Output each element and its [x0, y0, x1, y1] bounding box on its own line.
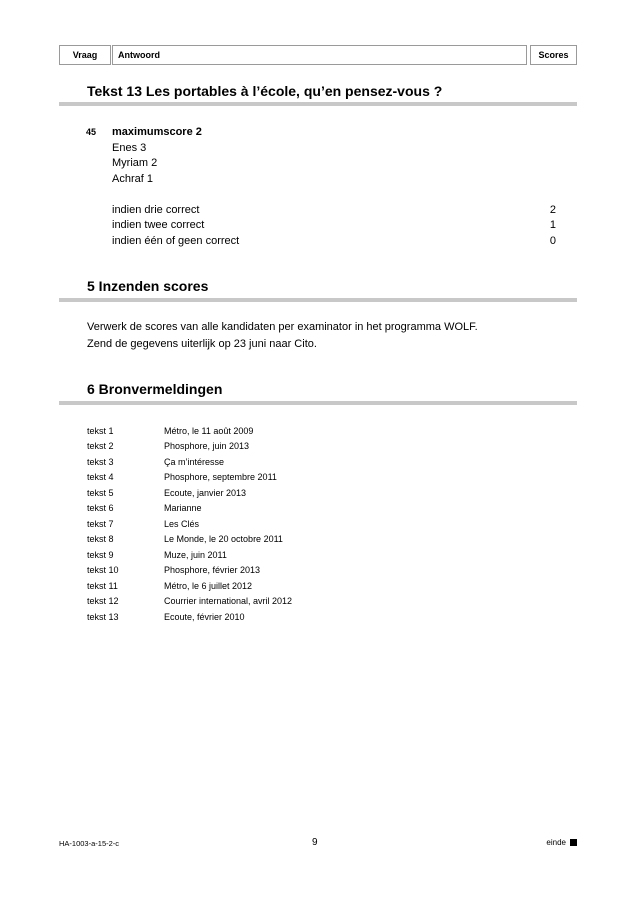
source-name: Ecoute, janvier 2013 [164, 488, 247, 498]
answer-line: Enes 3 [112, 142, 147, 154]
scoring-row [112, 217, 556, 233]
source-tekst: tekst 10 [87, 565, 119, 575]
source-name: Muze, juin 2011 [164, 550, 227, 560]
source-tekst: tekst 3 [87, 457, 114, 467]
source-name: Métro, le 11 août 2009 [164, 426, 254, 436]
paragraph-line: Zend de gegevens uiterlijk op 23 juni naar Cito. [87, 338, 317, 350]
section-title-bronvermeldingen: 6 Bronvermeldingen [87, 381, 223, 397]
paragraph-line: Verwerk de scores van alle kandidaten per examinator in het programma WOLF. [87, 321, 478, 333]
footer-end [546, 838, 577, 847]
source-name: Métro, le 6 juillet 2012 [164, 581, 253, 591]
section-divider [59, 298, 577, 302]
source-tekst: tekst 11 [87, 581, 118, 591]
source-tekst: tekst 12 [87, 596, 119, 606]
source-name: Ça m’intéresse [164, 457, 225, 467]
source-name: Courrier international, avril 2012 [164, 596, 293, 606]
header-vraag: Vraag [59, 45, 111, 65]
section-title-tekst13: Tekst 13 Les portables à l’école, qu’en pensez-vous ? [87, 83, 443, 99]
source-name: Le Monde, le 20 octobre 2011 [164, 534, 283, 544]
source-name: Marianne [164, 503, 202, 513]
scoring-label: indien drie correct [112, 204, 200, 216]
scoring-label: indien één of geen correct [112, 235, 240, 247]
source-tekst: tekst 5 [87, 488, 114, 498]
scoring-value: 1 [549, 219, 556, 231]
page-number: 9 [312, 837, 318, 848]
answer-line: Achraf 1 [112, 173, 153, 185]
end-square-icon [570, 839, 577, 846]
source-tekst: tekst 6 [87, 503, 114, 513]
source-tekst: tekst 13 [87, 612, 119, 622]
section-divider [59, 401, 577, 405]
source-tekst: tekst 8 [87, 534, 114, 544]
section-title-inzenden-scores: 5 Inzenden scores [87, 278, 209, 294]
header-antwoord: Antwoord [112, 45, 527, 65]
source-name: Phosphore, février 2013 [164, 565, 261, 575]
scoring-value: 0 [549, 235, 556, 247]
source-tekst: tekst 7 [87, 519, 114, 529]
source-tekst: tekst 2 [87, 441, 114, 451]
source-tekst: tekst 1 [87, 426, 114, 436]
source-name: Phosphore, juin 2013 [164, 441, 250, 451]
scoring-value: 2 [549, 204, 556, 216]
scoring-row [112, 233, 556, 249]
scoring-row [112, 202, 556, 218]
header-scores: Scores [530, 45, 577, 65]
answer-line: Myriam 2 [112, 157, 158, 169]
source-name: Ecoute, février 2010 [164, 612, 245, 622]
question-number: 45 [86, 127, 97, 137]
scoring-label: indien twee correct [112, 219, 205, 231]
end-label: einde [546, 838, 566, 847]
footer-code: HA-1003-a-15-2-c [59, 839, 120, 848]
source-name: Phosphore, septembre 2011 [164, 472, 277, 482]
source-tekst: tekst 4 [87, 472, 114, 482]
source-tekst: tekst 9 [87, 550, 114, 560]
max-score: maximumscore 2 [112, 126, 202, 138]
source-name: Les Clés [164, 519, 200, 529]
section-divider [59, 102, 577, 106]
